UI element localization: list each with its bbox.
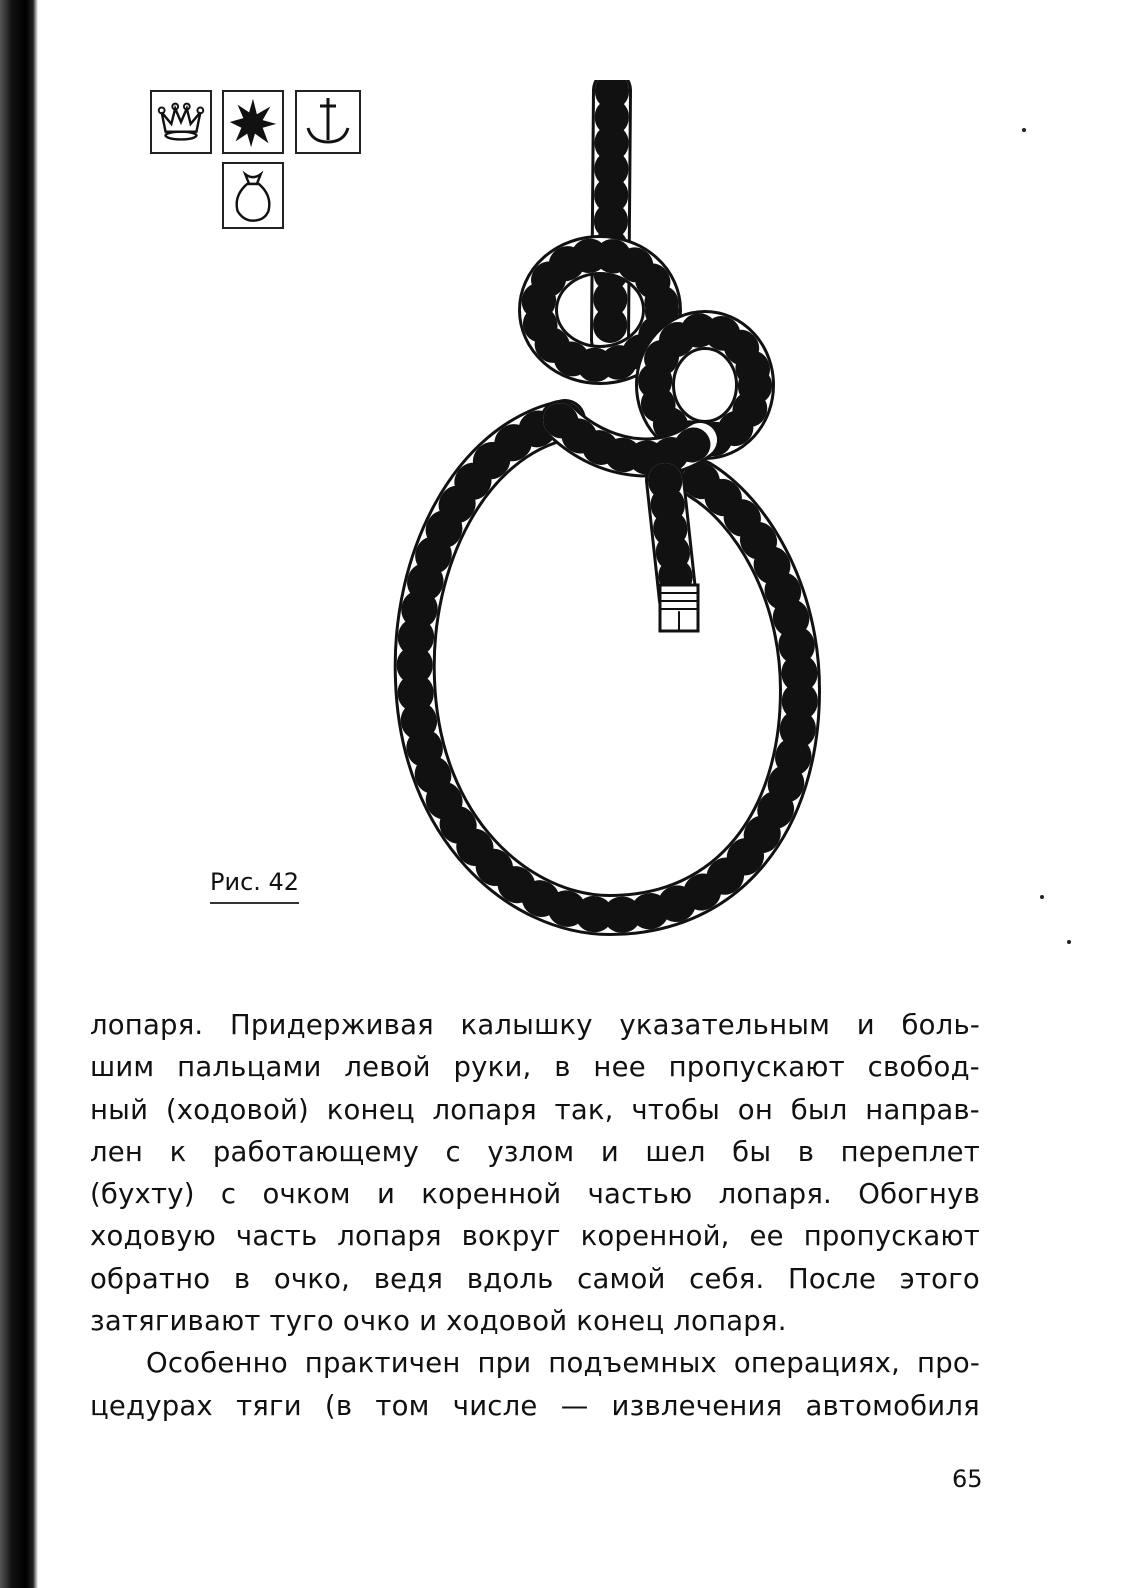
word: пропускают [668, 1051, 845, 1084]
word: числе [452, 1389, 538, 1422]
word: и [376, 1178, 396, 1211]
word: шел [645, 1135, 706, 1168]
scan-binding-edge [0, 0, 38, 1588]
word: переплет [840, 1135, 980, 1168]
word: руки, [453, 1051, 532, 1084]
word: часть [235, 1220, 318, 1253]
word: так, [554, 1093, 614, 1126]
word: пальцами [177, 1051, 322, 1084]
text-line [90, 1089, 980, 1131]
word: Придерживая [230, 1009, 434, 1041]
word: практичен [304, 1347, 461, 1380]
word: лен [90, 1135, 144, 1168]
word: свобод- [867, 1051, 980, 1084]
starburst-icon [222, 90, 284, 154]
bag-icon [222, 162, 284, 229]
text-line [90, 1046, 980, 1088]
word: чтобы [631, 1093, 721, 1126]
word: пропускают [803, 1220, 980, 1253]
word: коренной [421, 1178, 562, 1211]
scan-speck [1040, 895, 1044, 899]
word: в [797, 1135, 815, 1168]
word: цедурах [90, 1389, 213, 1422]
body-text [90, 1004, 980, 1427]
word: боль- [901, 1009, 980, 1041]
word: тяги [236, 1389, 302, 1422]
word: этого [899, 1262, 980, 1295]
word: ходовую [90, 1220, 216, 1253]
word: После [787, 1262, 877, 1295]
word: подъемных [548, 1347, 717, 1380]
word: в [233, 1262, 251, 1295]
noose-knot-illustration [380, 80, 840, 940]
word: ведя [373, 1262, 444, 1295]
word: Особенно [146, 1347, 288, 1380]
scan-speck [1022, 128, 1026, 132]
word: автомобиля [805, 1389, 980, 1422]
word: указательным [619, 1009, 831, 1041]
word: калышку [460, 1009, 593, 1041]
word: (ходовой) [165, 1093, 309, 1126]
word: бы [732, 1135, 772, 1168]
word: вдоль [466, 1262, 554, 1295]
word: Обогнув [858, 1178, 980, 1211]
word: лопаря. [90, 1009, 204, 1041]
word: ный [90, 1093, 149, 1126]
word: и [600, 1135, 619, 1168]
word: он [737, 1093, 774, 1126]
word: к [169, 1135, 187, 1168]
word: направ- [865, 1093, 980, 1126]
word: вокруг [461, 1220, 561, 1253]
figure-caption: Рис. 42 [210, 868, 299, 904]
word: том [375, 1389, 430, 1422]
scan-speck [1067, 940, 1071, 944]
word: шим [90, 1051, 155, 1084]
crown-icon [150, 90, 212, 154]
page-number: 65 [952, 1465, 983, 1493]
text-line [90, 1173, 980, 1215]
word: про- [917, 1347, 980, 1380]
word: частью [587, 1178, 693, 1211]
word: в [554, 1051, 571, 1084]
word: извлечения [611, 1389, 783, 1422]
word: операциях, [733, 1347, 901, 1380]
word: самой [577, 1262, 666, 1295]
text-line: затягивают туго очко и ходовой конец лопаря. [90, 1305, 787, 1338]
word: левой [344, 1051, 431, 1084]
word: (бухту) [90, 1178, 195, 1211]
word: работающему [212, 1135, 420, 1168]
word: с [445, 1135, 461, 1168]
text-line [90, 1258, 980, 1300]
text-line [90, 1215, 980, 1257]
text-line [90, 1004, 980, 1046]
word: лопаря [337, 1220, 442, 1253]
word: очко, [273, 1262, 351, 1295]
word: нее [593, 1051, 646, 1084]
word: и [856, 1009, 875, 1041]
word: (в [324, 1389, 353, 1422]
word: коренной, [580, 1220, 730, 1253]
word: лопаря [432, 1093, 537, 1126]
word: себя. [689, 1262, 765, 1295]
text-line [90, 1385, 980, 1427]
word: конец [326, 1093, 415, 1126]
word: узлом [487, 1135, 575, 1168]
word: при [477, 1347, 532, 1380]
word: с [220, 1178, 237, 1211]
anchor-icon [295, 90, 361, 154]
word: ее [749, 1220, 784, 1253]
word: обратно [90, 1262, 211, 1295]
word: — [560, 1389, 589, 1422]
text-line [90, 1131, 980, 1173]
word: был [790, 1093, 848, 1126]
text-line [90, 1342, 980, 1384]
word: лопаря. [718, 1178, 832, 1211]
word: очком [262, 1178, 351, 1211]
